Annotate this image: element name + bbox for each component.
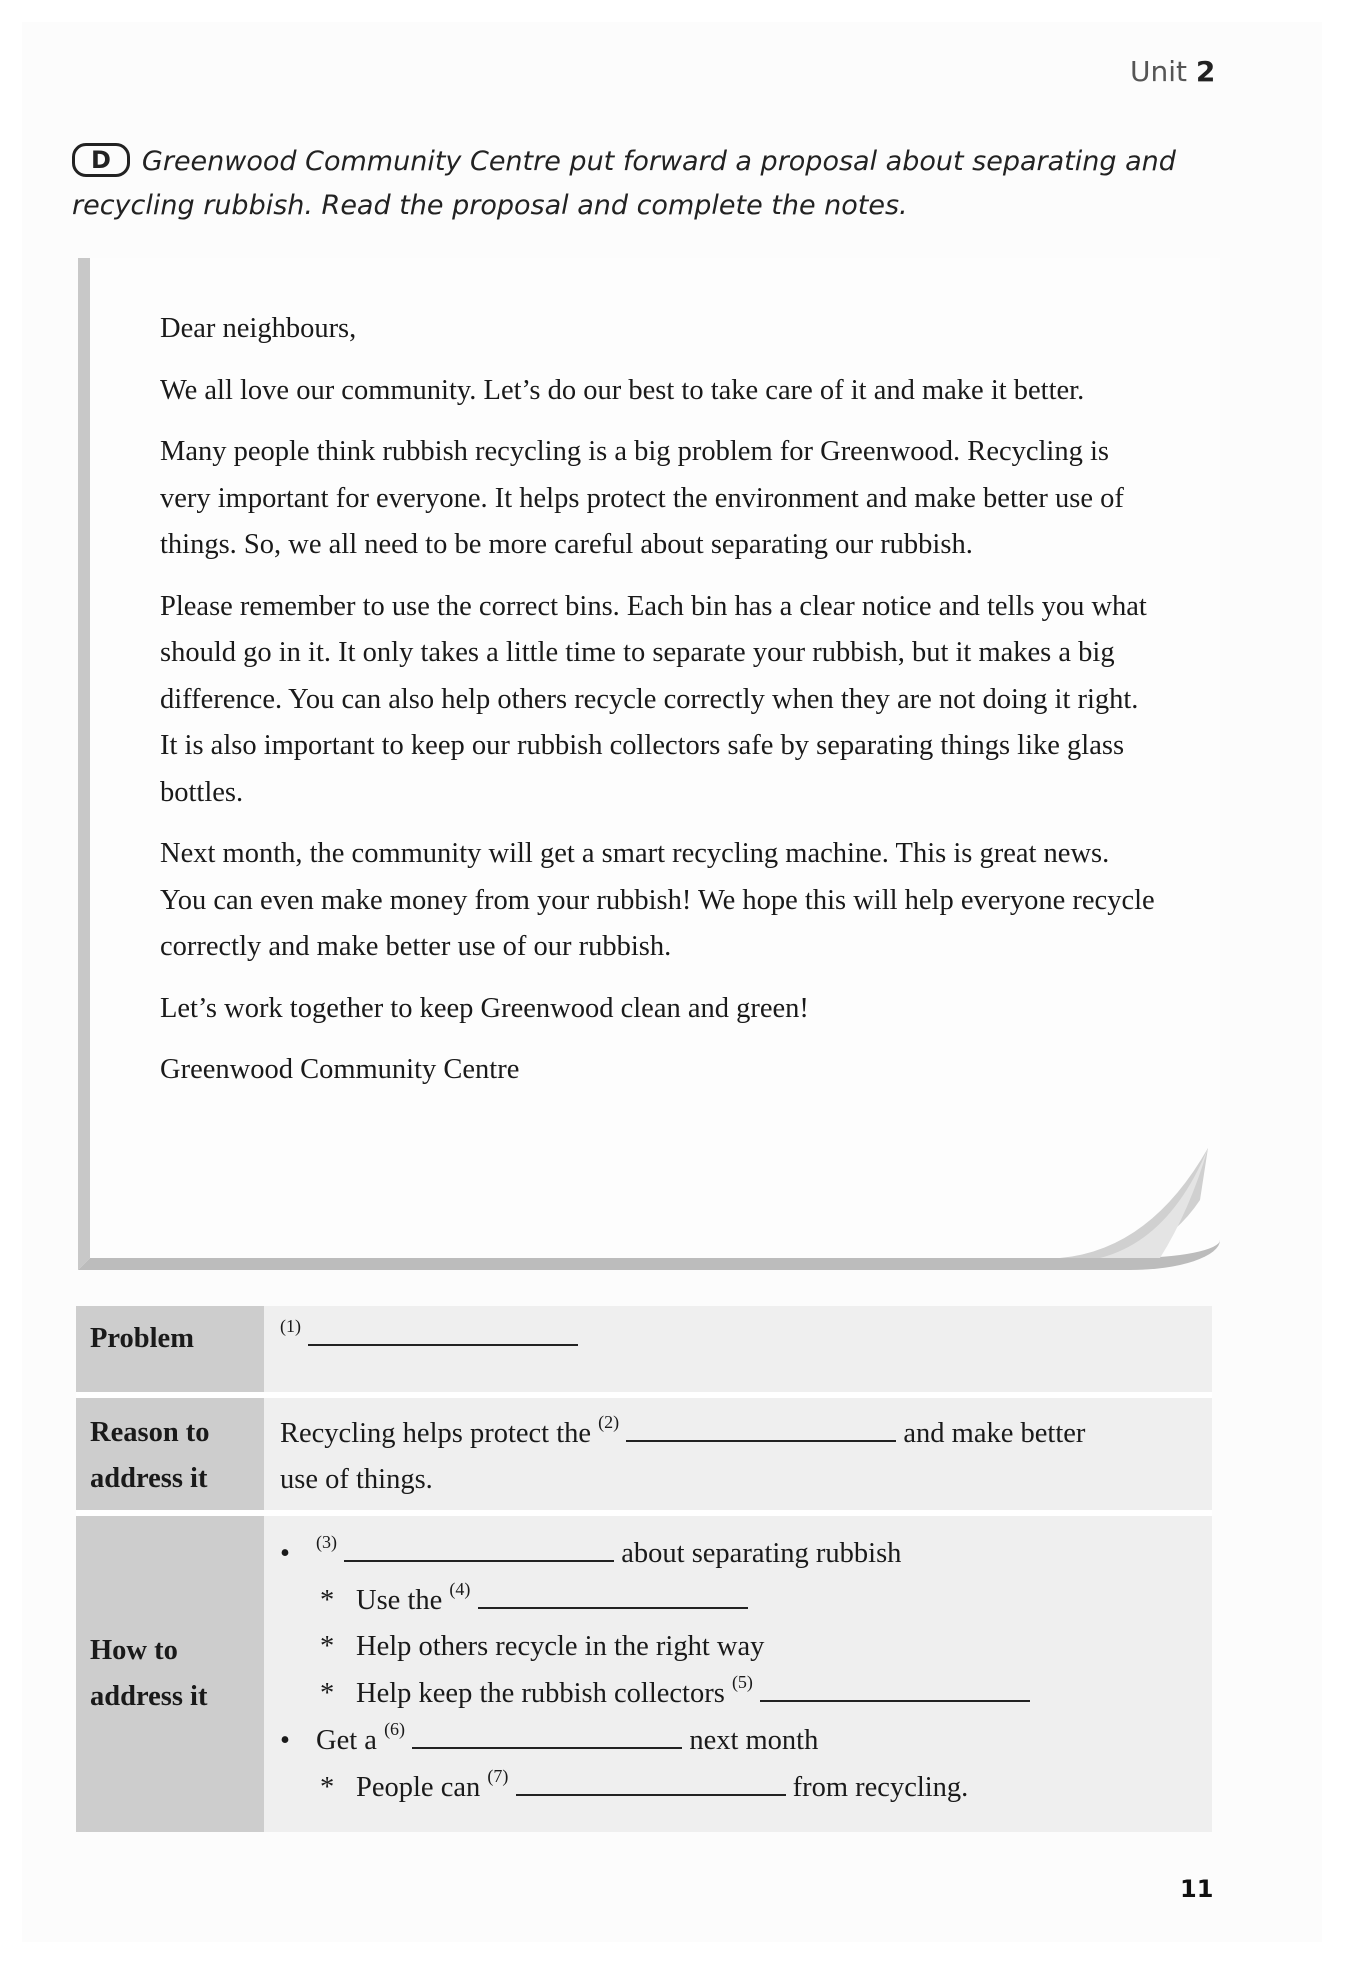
- unit-number: 2: [1195, 55, 1216, 88]
- blank-number-2: (2): [598, 1411, 620, 1432]
- bullet-dot-icon: •: [280, 1725, 290, 1756]
- answer-blank-6[interactable]: [412, 1717, 682, 1749]
- answer-blank-5[interactable]: [760, 1670, 1030, 1702]
- how-label-line2: address it: [90, 1681, 208, 1712]
- unit-label: [1130, 55, 1215, 88]
- reason-label-line2: address it: [90, 1463, 208, 1494]
- exercise-badge: D: [72, 143, 130, 177]
- problem-cell: [264, 1306, 1212, 1395]
- answer-blank-7[interactable]: [516, 1764, 786, 1796]
- letter-paragraph: Please remember to use the correct bins. Each bin has a clear notice and tells you what should go in it. It only takes a little time to separate your rubbish, but it makes a big difference. You can also help others recycle correctly when they are not doing it right. It is also important to keep our rubbish collectors safe by separating things like glass bottles.: [160, 590, 1147, 808]
- sub-item: [280, 1624, 1212, 1670]
- letter-paragraph: We all love our community. Let’s do our best to take care of it and make it better.: [160, 374, 1085, 406]
- asterisk-icon: *: [320, 1772, 335, 1803]
- sub-item: [280, 1577, 1212, 1624]
- asterisk-icon: *: [320, 1678, 335, 1709]
- blank-number-5: (5): [731, 1671, 753, 1692]
- letter-paragraph: Let’s work together to keep Greenwood clean and green!: [160, 992, 809, 1024]
- page-curl-decoration: [1060, 1140, 1210, 1260]
- blank-number-7: (7): [487, 1765, 509, 1786]
- page-number: 11: [1180, 1875, 1214, 1903]
- bullet-text: about separating rubbish: [621, 1538, 902, 1569]
- notes-row-problem: [76, 1306, 1212, 1395]
- reason-label: [76, 1395, 264, 1513]
- reason-line-2: use of things.: [280, 1464, 433, 1495]
- blank-number-1: (1): [280, 1315, 301, 1336]
- letter-paragraph: Many people think rubbish recycling is a big problem for Greenwood. Recycling is very important for everyone. It helps protect the environment and make better use of things. So, we all need to be more careful about separating our rubbish.: [160, 436, 1124, 560]
- answer-blank-4[interactable]: [478, 1577, 748, 1609]
- instruction-text: Greenwood Community Centre put forward a proposal about separating and recycling rubbish. Read the proposal and complete the notes.: [72, 146, 1176, 221]
- sub-item-text: from recycling.: [792, 1772, 969, 1803]
- notes-row-reason: [76, 1395, 1212, 1513]
- reason-pre: Recycling helps protect the: [280, 1418, 592, 1449]
- bullet-text: next month: [689, 1725, 819, 1756]
- how-cell: [264, 1513, 1212, 1832]
- reason-line-1: [280, 1410, 1212, 1457]
- unit-word: Unit: [1130, 55, 1187, 88]
- answer-blank-2[interactable]: [626, 1410, 896, 1442]
- bullet-text: Get a: [316, 1725, 377, 1756]
- letter-paragraph: Next month, the community will get a smart recycling machine. This is great news. You can even make money from your rubbish! We hope this will help everyone recycle correctly and make better use of our rubbish.: [160, 838, 1155, 962]
- sub-item: [280, 1670, 1212, 1717]
- asterisk-icon: *: [320, 1585, 335, 1616]
- notes-row-how: [76, 1513, 1212, 1832]
- bullet-item: [280, 1530, 1212, 1577]
- sub-item-text: Help keep the rubbish collectors: [356, 1678, 725, 1709]
- exercise-instruction: [72, 140, 1202, 228]
- bullet-dot-icon: •: [280, 1538, 290, 1569]
- blank-number-4: (4): [449, 1578, 471, 1599]
- blank-number-3: (3): [316, 1531, 337, 1552]
- bullet-item: [280, 1717, 1212, 1764]
- problem-label: Problem: [76, 1306, 264, 1395]
- reason-post: and make better: [903, 1418, 1086, 1449]
- blank-number-6: (6): [384, 1718, 406, 1739]
- sub-item-text: Help others recycle in the right way: [356, 1631, 765, 1662]
- reason-cell: [264, 1395, 1212, 1513]
- proposal-letter: [160, 306, 1160, 1109]
- how-label: [76, 1513, 264, 1832]
- how-label-line1: How to: [90, 1635, 178, 1666]
- letter-signature: Greenwood Community Centre: [160, 1054, 520, 1085]
- sub-item: [280, 1764, 1212, 1811]
- sub-item-text: People can: [356, 1772, 481, 1803]
- answer-blank-3[interactable]: [344, 1530, 614, 1562]
- sub-item-text: Use the: [356, 1585, 443, 1616]
- letter-greeting: Dear neighbours,: [160, 313, 357, 344]
- notes-table: [76, 1306, 1212, 1832]
- asterisk-icon: *: [320, 1631, 335, 1662]
- answer-blank-1[interactable]: [308, 1314, 578, 1346]
- reason-label-line1: Reason to: [90, 1417, 210, 1448]
